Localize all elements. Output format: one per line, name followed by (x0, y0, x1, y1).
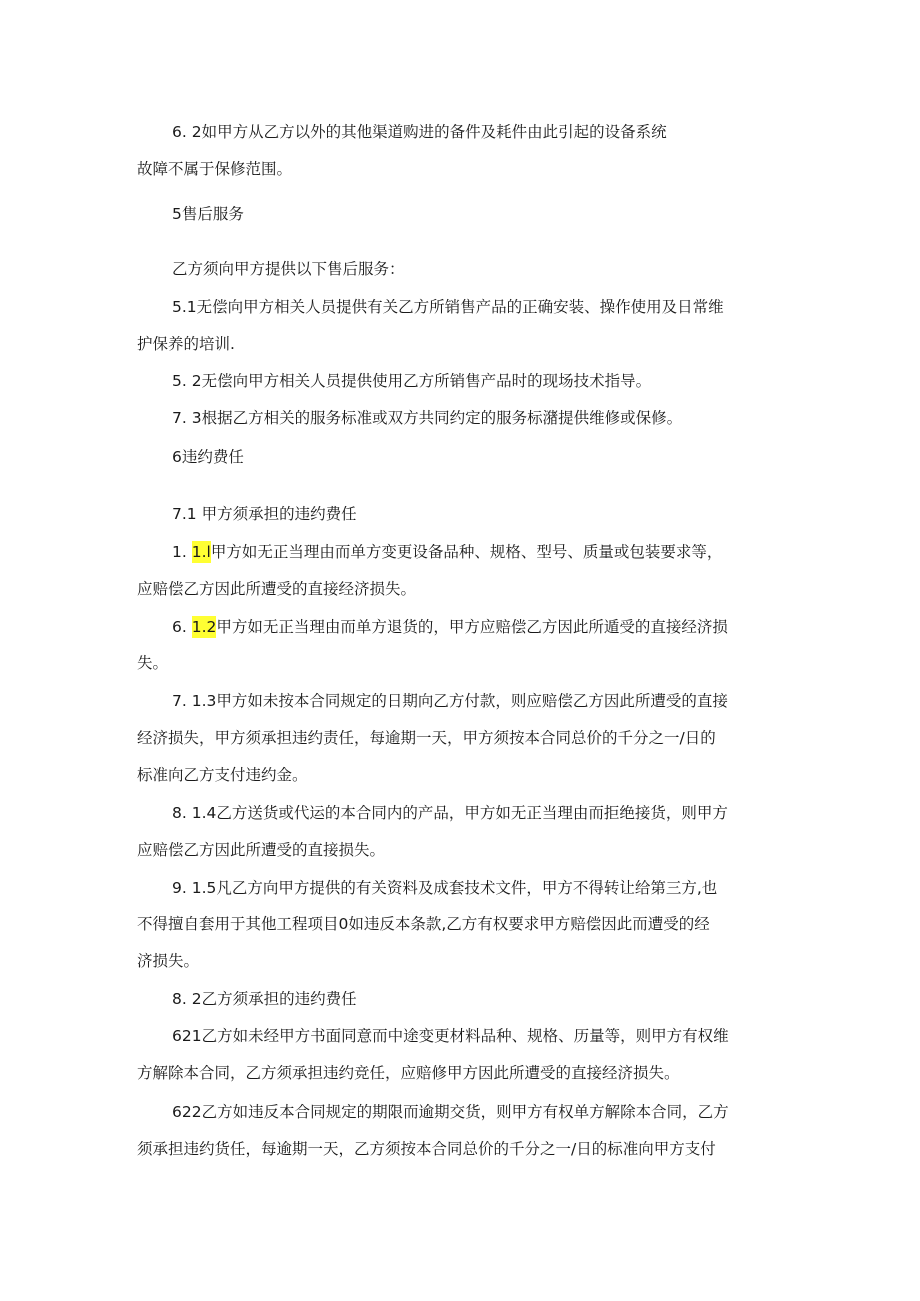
subheading-party-a-liability: 7.1 甲方须承担的违约费任 (172, 505, 357, 523)
list-number: 6. (172, 618, 192, 636)
paragraph-6-2-1-cont: 方解除本合同，乙方须承担违约竞任，应赔修甲方因此所遭受的直接经济损失。 (137, 1064, 680, 1082)
paragraph-1-5-cont: 济损失。 (137, 952, 200, 970)
clause-text: 甲方如无正当理由而单方变更设备品种、规格、型号、质量或包装要求等， (210, 543, 723, 561)
paragraph-after-sales-intro: 乙方须向甲方提供以下售后服务： (172, 260, 405, 278)
paragraph-1-4-cont: 应赔偿乙方因此所遭受的直接损失。 (137, 841, 386, 859)
paragraph-1-2-cont: 失。 (137, 654, 169, 672)
paragraph-5-3: 7. 3根据乙方相关的服务标准或双方共同约定的服务标潴提供维修或保修。 (172, 409, 683, 427)
paragraph-6-2-1: 621乙方如未经甲方书面同意而中途变更材料品种、规格、历量等，则甲方有权维 (172, 1027, 729, 1045)
paragraph-5-2: 5. 2无偿向甲方相关人员提供使用乙方所销售产品时的现场技术指导。 (172, 372, 652, 390)
paragraph-1-3-cont: 标准向乙方支付违约金。 (137, 766, 308, 784)
paragraph-5-1: 5.1无偿向甲方相关人员提供有关乙方所销售产品的正确安装、操作使用及日常维 (172, 298, 724, 316)
paragraph-5-1-cont: 护保养的培训. (137, 335, 235, 353)
paragraph-1-2 (172, 616, 728, 638)
list-number: 1. (172, 543, 192, 561)
subheading-party-b-liability: 8. 2乙方须承担的违约费任 (172, 990, 357, 1008)
paragraph-1-1 (172, 541, 722, 563)
paragraph-6-2-cont: 故障不属于保修范围。 (137, 160, 293, 178)
paragraph-6-2-2: 622乙方如违反本合同规定的期限而逾期交货，则甲方有权单方解除本合同，乙方 (172, 1103, 729, 1121)
paragraph-1-3: 7. 1.3甲方如未按本合同规定的日期向乙方付款，则应赔偿乙方因此所遭受的直接 (172, 692, 728, 710)
paragraph-1-1-cont: 应赔偿乙方因此所遭受的直接经济损失。 (137, 580, 417, 598)
paragraph-6-2-2-cont: 须承担违约货任，每逾期一天，乙方须按本合同总价的千分之一/日的标准向甲方支付 (137, 1140, 716, 1158)
paragraph-1-5: 9. 1.5凡乙方向甲方提供的有关资料及成套技术文件，甲方不得转让给第三方,也 (172, 879, 718, 897)
section-heading-after-sales: 5售后服务 (172, 205, 244, 223)
paragraph-6-2: 6. 2如甲方从乙方以外的其他渠道购进的备件及耗件由此引起的设备系统 (172, 123, 667, 141)
paragraph-1-5-cont: 不得擅自套用于其他工程项目0如违反本条款,乙方有权要求甲方赔偿因此而遭受的经 (137, 915, 710, 933)
clause-text: 甲方如无正当理由而单方退货的，甲方应赔偿乙方因此所遁受的直接经济损 (216, 618, 728, 636)
paragraph-1-3-cont: 经济损失，甲方须承担违约责任，每逾期一天，甲方须按本合同总价的千分之一/日的 (137, 729, 716, 747)
section-heading-breach: 6违约费任 (172, 448, 244, 466)
highlighted-clause-number: 1.l (191, 543, 211, 561)
highlighted-clause-number: 1.2 (191, 618, 217, 636)
paragraph-1-4: 8. 1.4乙方送货或代运的本合同内的产品，甲方如无正当理由而拒绝接货，则甲方 (172, 804, 728, 822)
